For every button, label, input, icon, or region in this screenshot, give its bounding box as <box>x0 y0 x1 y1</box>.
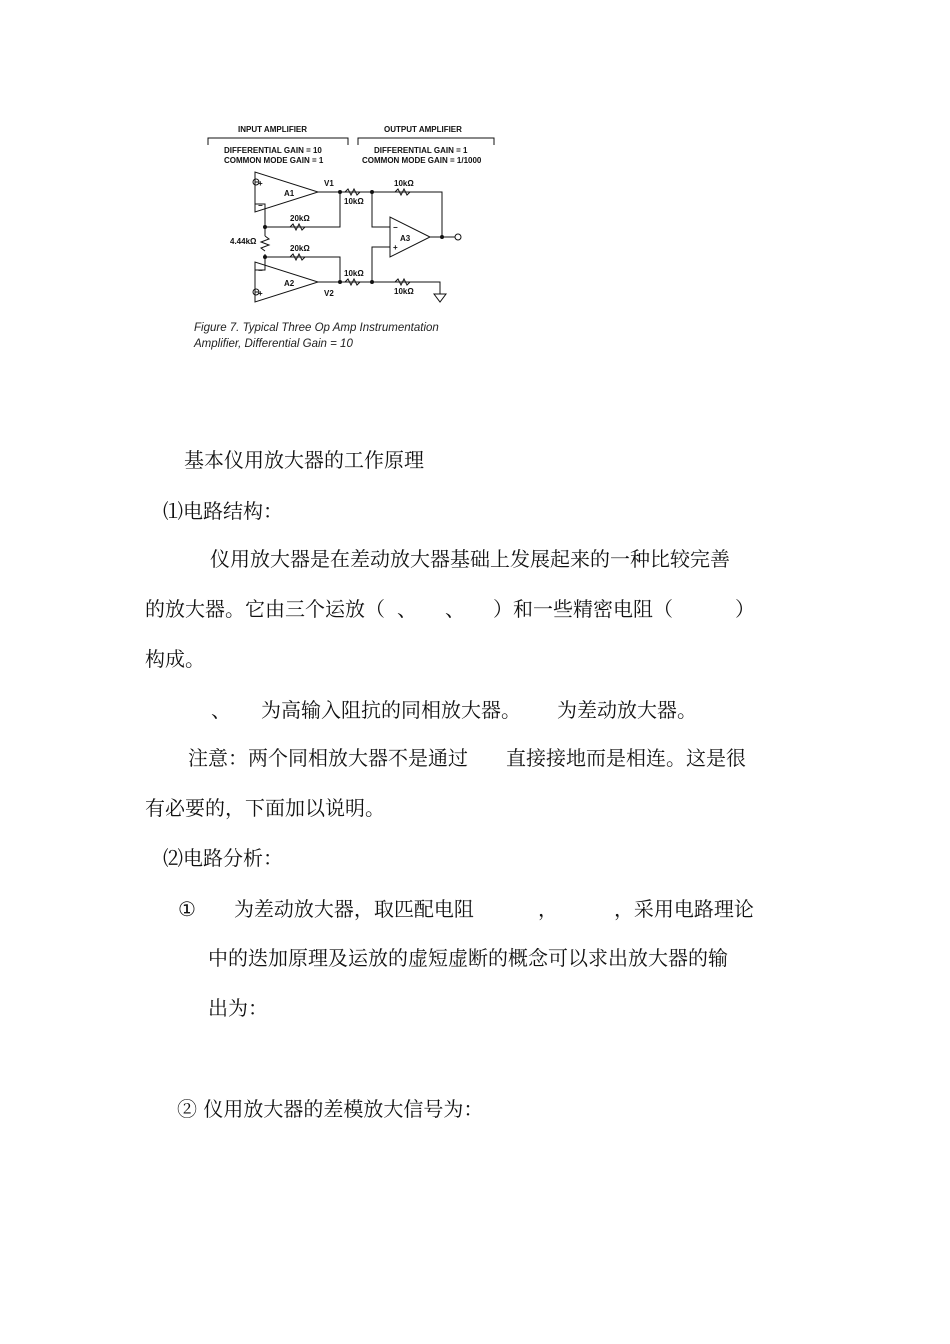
caption-line-1: Figure 7. Typical Three Op Amp Instrumentation <box>194 322 439 334</box>
paragraph-3-line-1: 注意：两个同相放大器不是通过 直接接地而是相连。这是很 <box>188 746 746 770</box>
a3-label: A3 <box>400 234 411 243</box>
paragraph-1-line-3: 构成。 <box>145 647 205 671</box>
circuit-figure <box>190 120 510 360</box>
v2-label: V2 <box>324 289 334 298</box>
output-amplifier-header: OUTPUT AMPLIFIER <box>384 125 462 134</box>
a1-label: A1 <box>284 189 295 198</box>
r-bot-in-label: 10kΩ <box>344 269 364 278</box>
a1-plus: + <box>258 179 263 188</box>
a3-plus: + <box>393 243 398 252</box>
a2-label: A2 <box>284 279 295 288</box>
paragraph-1-line-2: 的放大器。它由三个运放（ 、 、 ）和一些精密电阻（ ） <box>145 597 755 621</box>
v1-label: V1 <box>324 179 334 188</box>
r-fb2-label: 20kΩ <box>290 244 310 253</box>
figure-caption <box>194 320 524 352</box>
input-diff-gain: DIFFERENTIAL GAIN = 10 <box>224 146 322 155</box>
a2-plus: + <box>258 289 263 298</box>
r-top-fb-label: 10kΩ <box>394 179 414 188</box>
caption-line-2: Amplifier, Differential Gain = 10 <box>194 338 353 350</box>
section-heading: 基本仪用放大器的工作原理 <box>184 448 424 472</box>
a2-minus: − <box>258 266 263 275</box>
paragraph-3-line-2: 有必要的，下面加以说明。 <box>145 796 385 820</box>
output-cm-gain: COMMON MODE GAIN = 1/1000 <box>362 156 482 165</box>
r-top-in-label: 10kΩ <box>344 197 364 206</box>
output-diff-gain: DIFFERENTIAL GAIN = 1 <box>374 146 468 155</box>
instrumentation-amplifier-schematic <box>190 120 510 320</box>
a1-minus: − <box>258 201 263 210</box>
input-cm-gain: COMMON MODE GAIN = 1 <box>224 156 324 165</box>
input-amplifier-header: INPUT AMPLIFIER <box>238 125 308 134</box>
item-2: ② 仪用放大器的差模放大信号为： <box>177 1097 484 1121</box>
r-gain-label: 4.44kΩ <box>230 237 257 246</box>
item-1-line-1: ① 为差动放大器，取匹配电阻 ， ，采用电路理论 <box>178 897 754 921</box>
section-2-title: ⑵电路分析： <box>163 846 283 870</box>
r-fb1-label: 20kΩ <box>290 214 310 223</box>
paragraph-1-line-1: 仪用放大器是在差动放大器基础上发展起来的一种比较完善 <box>210 547 730 571</box>
paragraph-2: 、 为高输入阻抗的同相放大器。 为差动放大器。 <box>211 698 697 722</box>
item-1-marker: ① <box>178 897 196 921</box>
item-1-line-2: 中的迭加原理及运放的虚短虚断的概念可以求出放大器的输 <box>208 946 728 970</box>
item-1-line-3: 出为： <box>208 996 268 1020</box>
a3-minus: − <box>393 223 398 232</box>
r-bot-gnd-label: 10kΩ <box>394 287 414 296</box>
section-1-title: ⑴电路结构： <box>163 499 283 523</box>
